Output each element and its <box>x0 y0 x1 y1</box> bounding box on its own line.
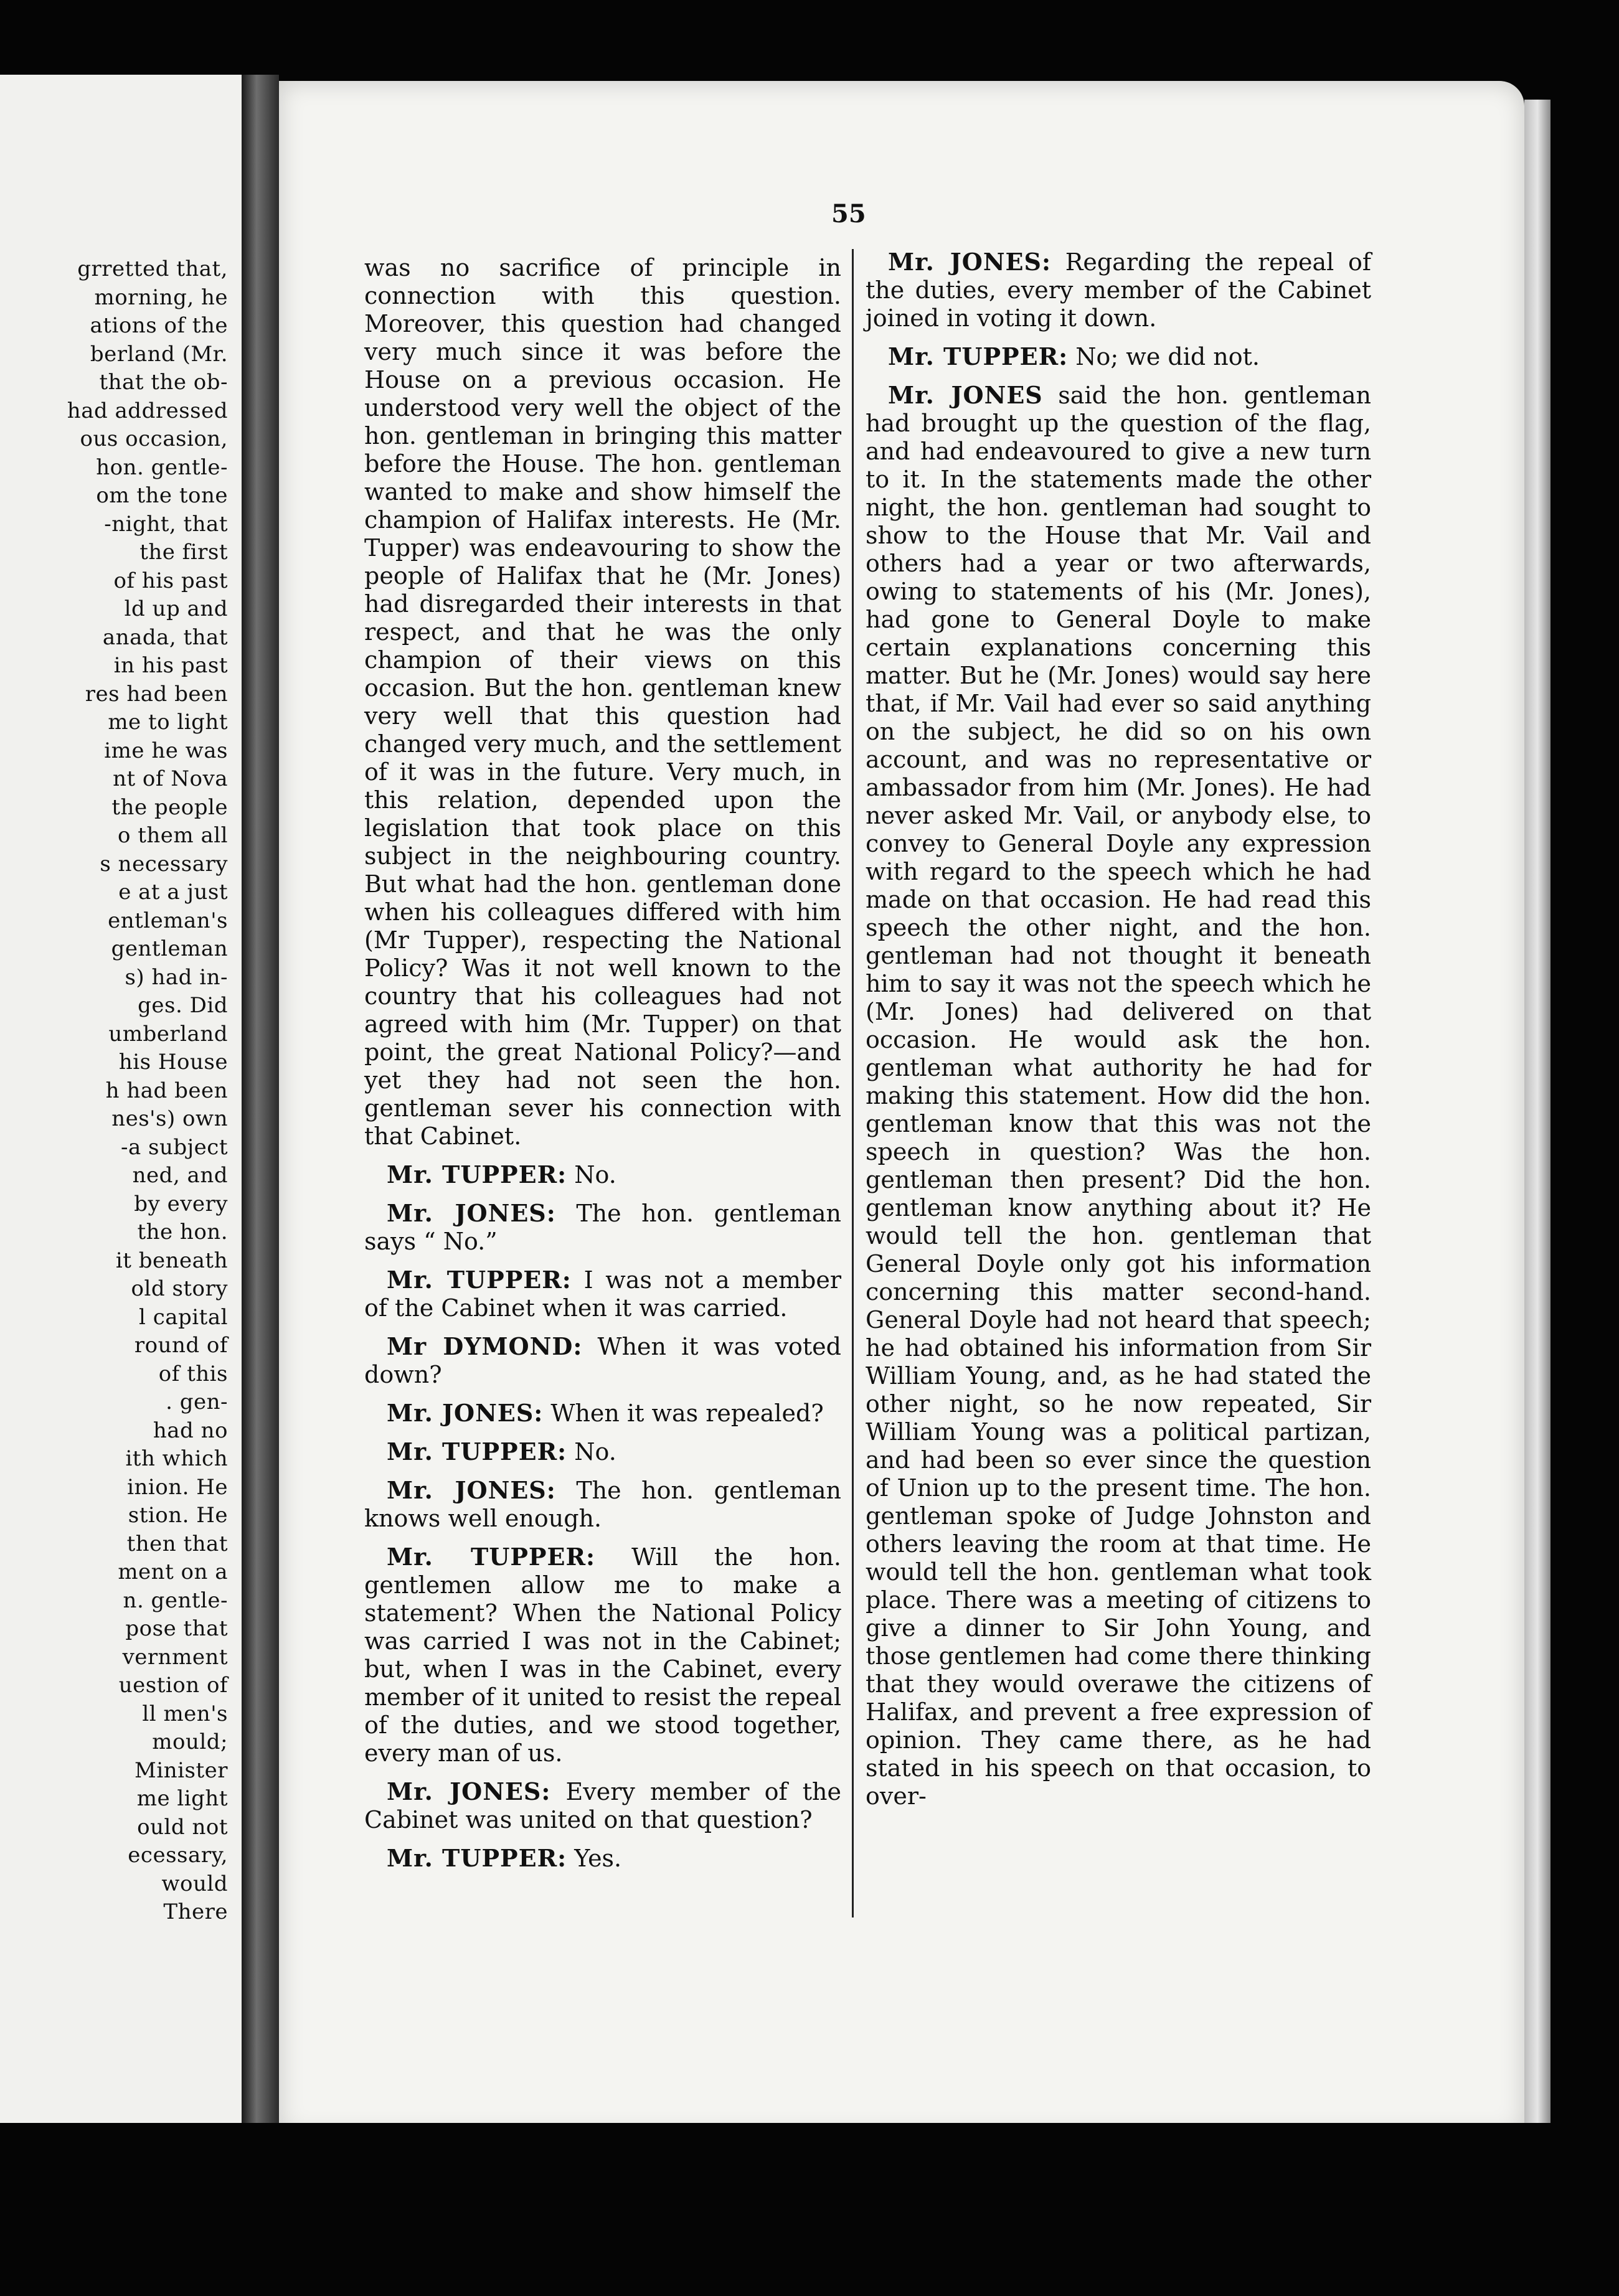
left-page-line: ned, and <box>132 1163 228 1188</box>
speaker: Mr. TUPPER: <box>387 1160 567 1188</box>
left-page-line: om the tone <box>96 483 228 508</box>
left-page-line: ll men's <box>142 1701 228 1726</box>
left-page-line: uestion of <box>118 1673 228 1698</box>
left-page-line: ment on a <box>118 1560 228 1584</box>
speaker: Mr. JONES: <box>387 1399 544 1427</box>
left-page-line: pose that <box>125 1616 228 1641</box>
left-page-line: ime he was <box>104 738 228 763</box>
left-page-line: morning, he <box>94 285 228 310</box>
left-page-text <box>0 255 228 1927</box>
left-column <box>364 254 841 1883</box>
left-page-line: old story <box>131 1276 228 1301</box>
left-page-line: ges. Did <box>138 993 228 1018</box>
left-page-line: me light <box>136 1786 228 1811</box>
left-page-line: round of <box>134 1333 228 1358</box>
left-page-line: his House <box>118 1050 228 1075</box>
left-page-line: had no <box>153 1418 228 1443</box>
speech <box>364 1332 841 1389</box>
left-page-line: vernment <box>122 1644 228 1670</box>
left-page-line: then that <box>126 1531 228 1556</box>
speech-text: When it was repealed? <box>543 1400 824 1427</box>
left-page-line: . gen- <box>166 1390 228 1414</box>
left-page-line: of this <box>158 1361 228 1386</box>
speech-text: When it was voted down? <box>364 1333 841 1388</box>
left-page-line: grretted that, <box>77 256 228 281</box>
left-page-line: the hon. <box>137 1220 228 1244</box>
speech-text: No. <box>567 1438 616 1466</box>
left-page-line: mould; <box>152 1729 228 1754</box>
left-page-line: of his past <box>113 568 228 593</box>
left-page-line: s) had in- <box>125 964 228 990</box>
speech <box>364 1437 841 1466</box>
left-page-line: that the ob- <box>99 370 228 395</box>
book-gutter <box>242 75 279 2123</box>
right-column <box>866 248 1371 1820</box>
left-page-line: o them all <box>117 823 228 848</box>
left-page-line: hon. gentle- <box>96 454 228 480</box>
page-number: 55 <box>831 199 866 228</box>
left-page-line: inion. He <box>127 1474 228 1500</box>
speaker: Mr. TUPPER: <box>387 1543 596 1571</box>
left-page-line: ations of the <box>90 313 228 338</box>
speech <box>364 1399 841 1428</box>
speech <box>866 248 1371 332</box>
left-page-line: me to light <box>108 710 228 735</box>
speaker: Mr. TUPPER: <box>387 1844 567 1872</box>
speech <box>364 1199 841 1256</box>
speaker: Mr. TUPPER: <box>387 1437 567 1466</box>
left-page-line: ld up and <box>124 596 228 621</box>
left-page-line: ould not <box>137 1814 228 1840</box>
left-page-line: Minister <box>135 1757 228 1783</box>
speaker: Mr. JONES <box>888 381 1043 409</box>
left-page-line: stion. He <box>128 1503 228 1528</box>
left-page-line: -a subject <box>120 1134 228 1160</box>
left-page-line: anada, that <box>102 624 228 650</box>
left-page-line: l capital <box>139 1304 228 1330</box>
speech <box>866 342 1371 371</box>
left-page-line: s necessary <box>100 851 228 877</box>
left-page-line: by every <box>134 1191 228 1216</box>
speech-text: Regarding the repeal of the duties, every member of the Cabinet joined in voting it down. <box>866 248 1371 332</box>
left-page-line: h had been <box>105 1078 228 1103</box>
speech-text: The hon. gentleman says “ No.” <box>364 1200 841 1255</box>
speech <box>866 381 1371 1810</box>
left-page-line: the people <box>111 794 228 820</box>
speech <box>364 1543 841 1767</box>
speech-text: Every member of the Cabinet was united on that question? <box>364 1778 841 1833</box>
left-page-line: would <box>161 1871 228 1896</box>
speaker: Mr. JONES: <box>387 1199 556 1227</box>
left-page-line: it beneath <box>115 1248 228 1273</box>
left-page-line: e at a just <box>118 880 228 905</box>
speaker: Mr. JONES: <box>888 248 1051 276</box>
speaker: Mr. JONES: <box>387 1476 556 1504</box>
paragraph: was no sacrifice of principle in connection with this question. Moreover, this question had changed very much since it was before the House on a previous occasion. He understood very well the object of the hon. gentleman in bringing this matter before the House. The hon. gentleman wanted to make and show himself the champion of Halifax interests. He (Mr. Tupper) was endeavouring to show the people of Halifax that he (Mr. Jones) had disregarded their interests in that respect, and that he was the only champion of their views on this occasion. But the hon. gentleman knew very well that this question had changed very much, and the settlement of it was in the future. Very much, in this relation, depended upon the legislation that took place on this subject in the neighbouring country. But what had the hon. gentleman done when his colleagues differed with him (Mr Tupper), respecting the National Policy? Was it not well known to the country that his colleagues had not agreed with him (Mr. Tupper) on that point, the great National Policy?—and yet they had not seen the hon. gentleman sever his connection with that Cabinet. <box>364 254 841 1150</box>
left-page-line: nes's) own <box>111 1106 228 1131</box>
left-page-line: ecessary, <box>128 1843 228 1868</box>
left-page-line: n. gentle- <box>123 1588 228 1613</box>
page-edge <box>1524 100 1551 2129</box>
speaker: Mr DYMOND: <box>387 1332 583 1360</box>
speech <box>364 1476 841 1533</box>
scan-background <box>0 2123 1619 2296</box>
speech-text: I was not a member of the Cabinet when it was carried. <box>364 1266 841 1322</box>
speaker: Mr. JONES: <box>387 1777 551 1805</box>
speech-text: No. <box>567 1161 616 1188</box>
left-page-line: the first <box>139 540 228 565</box>
speech <box>364 1844 841 1873</box>
left-page-line: gentleman <box>111 936 228 961</box>
speech <box>364 1266 841 1322</box>
left-page-line: -night, that <box>104 511 228 537</box>
facing-page-left <box>0 75 245 2123</box>
left-page-line: ith which <box>125 1446 228 1471</box>
speech <box>364 1160 841 1189</box>
left-page-line: ous occasion, <box>80 426 228 451</box>
speech-text: said the hon. gentleman had brought up the question of the flag, and had endeavoured to give a new turn to it. In the statements made the other night, the hon. gentleman had sought to show to the House that Mr. Vail and others had a year or two afterwards, owing to statements of his (Mr. Jones), had gone to General Doyle to make certain explanations concerning this matter. But he (Mr. Jones) would say here that, if Mr. Vail had ever so said anything on the subject, he did so on his own account, and was no representative or ambassador from him (Mr. Jones). He had never asked Mr. Vail, or anybody else, to convey to General Doyle any expression with regard to the speech which he had made on that occasion. He had read this speech the other night, and the hon. gentleman had not thought it beneath him to say it was not the speech which he (Mr. Jones) had delivered on that occasion. He would ask the hon. gentleman what authority he had for making this statement. How did the hon. gentleman know that this was not the speech in question? Was the hon. gentleman then present? Did the hon. gentleman know anything about it? He would tell the hon. gentleman that General Doyle only got his information concerning this matter second-hand. General Doyle had not heard that speech; he had obtained his information from Sir William Young, and, as he had stated the other night, so he now repeated, Sir William Young was a political partizan, and had been so ever since the question of Union up to the present time. The hon. gentleman spoke of Judge Johnston and others leaving the room at that time. He would tell the hon. gentleman what took place. There was a meeting of citizens to give a dinner to Sir John Young, and those gentlemen had come there thinking that they would overawe the citizens of Halifax, and prevent a free expression of opinion. They came there, as he had stated in his speech on that occasion, to over- <box>866 382 1371 1810</box>
speaker: Mr. TUPPER: <box>387 1266 572 1294</box>
speech-text: The hon. gentleman knows well enough. <box>364 1477 841 1532</box>
speaker: Mr. TUPPER: <box>888 342 1069 370</box>
left-page-line: entleman's <box>108 908 228 933</box>
left-page-line: umberland <box>108 1021 228 1047</box>
left-page-line: res had been <box>85 681 228 707</box>
left-page-line: nt of Nova <box>113 766 228 791</box>
left-page-line: There <box>163 1899 228 1924</box>
left-page-line: had addressed <box>67 398 228 423</box>
speech-text: Will the hon. gentlemen allow me to make a statement? When the National Policy was carried I was not in the Cabinet; but, when I was in the Cabinet, every member of it united to resist the repeal of the duties, and we stood together, every man of us. <box>364 1543 841 1767</box>
speech-text: Yes. <box>567 1845 622 1872</box>
column-rule <box>852 249 854 1917</box>
left-page-line: in his past <box>113 653 228 678</box>
left-page-line: berland (Mr. <box>90 341 228 367</box>
speech <box>364 1777 841 1834</box>
speech-text: No; we did not. <box>1068 343 1260 370</box>
